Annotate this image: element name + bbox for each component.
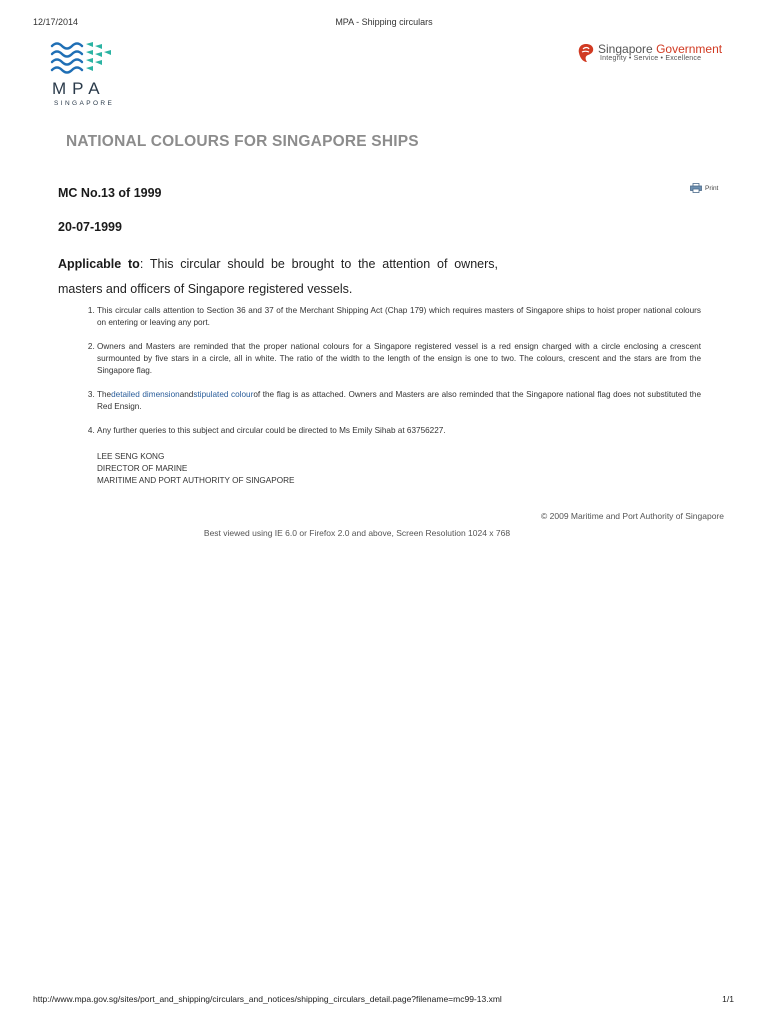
best-viewed-notice: Best viewed using IE 6.0 or Firefox 2.0 and above, Screen Resolution 1024 x 768 xyxy=(203,528,511,538)
list-item: 4. Any further queries to this subject and circular could be directed to Ms Emily Sihab at 63756227. xyxy=(97,425,701,437)
gov-name-word1: Singapore xyxy=(598,42,653,56)
print-header-date: 12/17/2014 xyxy=(33,17,79,27)
circular-items-list xyxy=(80,305,701,449)
signature-block xyxy=(97,451,294,487)
print-button[interactable] xyxy=(690,183,718,193)
list-item: 2. Owners and Masters are reminded that the proper national colours for a Singapore registered vessel is a red ensign charged with a circle enclosing a crescent surmounted by five stars in a circle, all in white. The ratio of the width to the length of the ensign is one to two. The colours, crescent and the stars are from the Singapore flag. xyxy=(97,341,701,377)
copyright-notice: © 2009 Maritime and Port Authority of Singapore xyxy=(541,511,724,521)
mpa-logo-name: MPA xyxy=(52,79,106,98)
singapore-government-logo[interactable] xyxy=(577,42,737,66)
applicable-to-paragraph xyxy=(58,252,498,302)
applicable-label: Applicable to xyxy=(58,257,140,271)
list-item xyxy=(97,389,701,413)
gov-name-word2: Government xyxy=(656,42,723,56)
merlion-lion-icon xyxy=(577,43,595,63)
page-title: NATIONAL COLOURS FOR SINGAPORE SHIPS xyxy=(66,133,419,150)
list-item: 1. This circular calls attention to Section 36 and 37 of the Merchant Shipping Act (Chap 179) which requires masters of Singapore ships to hoist proper national colours on entering or leaving any port. xyxy=(97,305,701,329)
print-footer-page-number: 1/1 xyxy=(722,994,734,1004)
stipulated-colour-link[interactable]: stipulated colour xyxy=(193,390,254,399)
gov-name xyxy=(598,42,722,56)
printer-icon xyxy=(690,183,702,193)
mpa-logo[interactable] xyxy=(50,40,120,112)
circular-date: 20-07-1999 xyxy=(58,220,122,234)
signatory-organisation: MARITIME AND PORT AUTHORITY OF SINGAPORE xyxy=(97,476,295,485)
print-header-title: MPA - Shipping circulars xyxy=(335,17,433,27)
signatory-role: DIRECTOR OF MARINE xyxy=(97,464,188,473)
item-3-prefix: The xyxy=(97,390,112,399)
gov-tagline: Integrity • Service • Excellence xyxy=(600,55,702,62)
item-3-middle: and xyxy=(179,390,194,399)
signatory-name: LEE SENG KONG xyxy=(97,452,165,461)
mpa-logo-subtitle: SINGAPORE xyxy=(54,100,115,107)
detailed-dimension-link[interactable]: detailed dimension xyxy=(111,390,180,399)
item-3-suffix: of the flag is as attached. Owners and Masters are also reminded that the Singapore national flag does not substituted the Red Ensign. xyxy=(97,390,701,411)
applicable-text: : This circular should be brought to the attention of owners, masters and officers of Singapore registered vessels. xyxy=(58,257,498,296)
circular-number: MC No.13 of 1999 xyxy=(58,186,162,200)
mpa-waves-icon xyxy=(50,40,120,76)
print-label: Print xyxy=(705,184,719,192)
print-footer-url: http://www.mpa.gov.sg/sites/port_and_shipping/circulars_and_notices/shipping_circulars_detail.page?filename=mc99-13.xml xyxy=(33,994,502,1004)
